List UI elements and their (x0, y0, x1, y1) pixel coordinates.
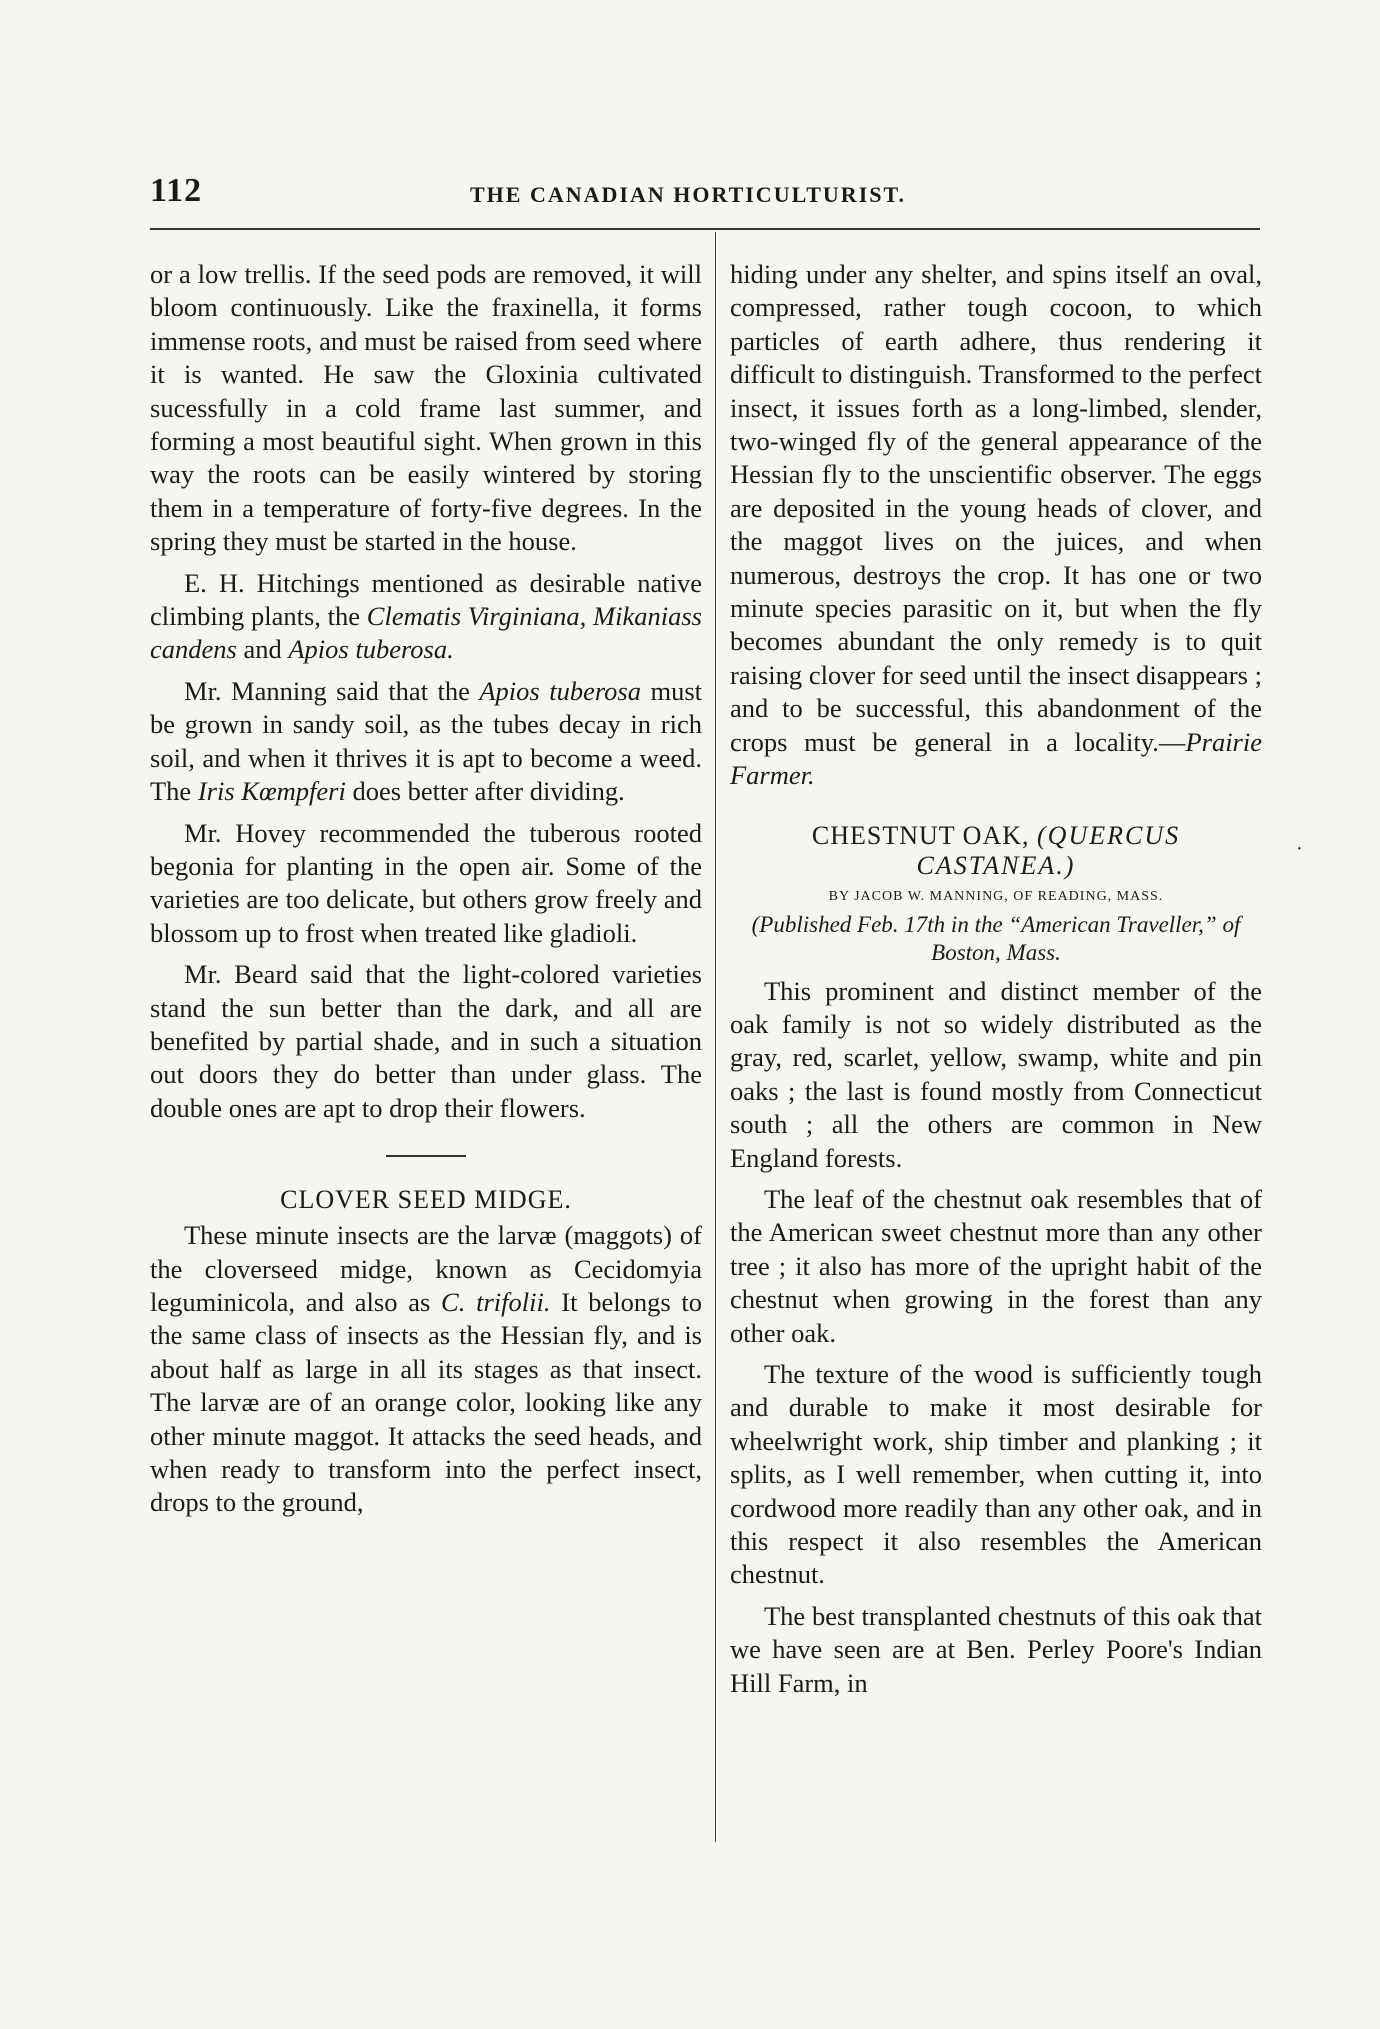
paragraph (730, 258, 1262, 793)
byline: BY JACOB W. MANNING, OF READING, MASS. (828, 888, 1164, 904)
paragraph-text: These minute insects are the larvæ (maggots) of the cloverseed midge, known as Cecidomyia leguminicola, and also as (150, 1220, 702, 1317)
paragraph: The best transplanted chestnuts of this oak that we have seen are at Ben. Perley Poore's Indian Hill Farm, in (730, 1600, 1262, 1698)
paragraph (150, 1219, 702, 1520)
section-divider (386, 1155, 466, 1157)
heading-latin: (QUERCUS CASTANEA.) (916, 820, 1181, 880)
paragraph-text: E. H. Hitchings mentioned as desirable native climbing plants, the (150, 567, 702, 632)
running-title: THE CANADIAN HORTICULTURIST. (470, 182, 907, 207)
paragraph: Mr. Beard said that the light-colored varieties stand the sun better than the dark, and all are benefited by partial shade, and in such a situation out doors they do better than under glass. The double ones are apt to drop their flowers. (150, 959, 702, 1123)
paragraph (150, 567, 702, 667)
paragraph-text: must be grown in sandy soil, as the tubes decay in rich soil, and when it thrives it is apt to become a weed. The (150, 675, 702, 807)
publication-note: (Published Feb. 17th in the “American Traveller,” of Boston, Mass. (751, 911, 1241, 965)
paragraph (150, 675, 702, 809)
article-heading: CLOVER SEED MIDGE. (280, 1185, 572, 1215)
heading-text: CHESTNUT OAK, (811, 820, 1038, 850)
article-heading (730, 821, 1262, 881)
paragraph: The texture of the wood is sufficiently tough and durable to make it most desirable for wheelwright work, ship timber and planking ; it splits, as I well remember, when cutting it, into cordwood more readily than any other oak, and in this respect it also resembles the American chestnut. (730, 1358, 1262, 1590)
species-name: C. trifolii. (441, 1286, 551, 1317)
paragraph-text: and (236, 634, 289, 665)
paragraph-text: It belongs to the same class of insects as the Hessian fly, and is about half as large in all its stages as that insect. The larvæ are of an orange color, looking like any other minute maggot. It attacks the seed heads, and when ready to transform into the perfect insect, drops to the ground, (150, 1286, 703, 1518)
paragraph: or a low trellis. If the seed pods are removed, it will bloom continuously. Like the fraxinella, it forms immense roots, and must be raised from seed where it is wanted. He saw the Gloxinia cultivated sucessfully in a cold frame last summer, and forming a most beautiful sight. When grown in this way the roots can be easily wintered by storing them in a temperature of forty-five degrees. In the spring they must be started in the house. (150, 259, 702, 557)
botanical-name: Clematis Virginiana, Mikaniass candens (150, 601, 702, 665)
page-number: 112 (150, 172, 203, 209)
paragraph-text: does better after dividing. (345, 776, 625, 807)
page-header (150, 172, 1260, 222)
paragraph: This prominent and distinct member of the oak family is not so widely distributed as the gray, red, scarlet, yellow, swamp, white and pin oaks ; the last is found mostly from Connecticut south ; all the others are common in New England forests. (730, 975, 1262, 1173)
paragraph: The leaf of the chestnut oak resembles that of the American sweet chestnut more than any other tree ; it also has more of the upright habit of the chestnut when growing in the forest than any other oak. (730, 1183, 1262, 1348)
left-column (150, 258, 702, 1528)
stray-mark: · (1296, 838, 1303, 860)
source-citation: Prairie Farmer. (730, 726, 1262, 791)
botanical-name: Iris Kœmpferi (197, 776, 346, 807)
header-rule (150, 228, 1260, 230)
column-divider (715, 232, 716, 1842)
botanical-name: Apios tuberosa (479, 675, 641, 706)
paragraph-text: Mr. Manning said that the (184, 675, 480, 706)
paragraph: Mr. Hovey recommended the tuberous rooted begonia for planting in the open air. Some of the varieties are too delicate, but others grow freely and blossom up to frost when treated like gladioli. (150, 817, 702, 948)
botanical-name: Apios tuberosa. (288, 634, 454, 665)
paragraph-text: hiding under any shelter, and spins itself an oval, compressed, rather tough cocoon, to which particles of earth adhere, thus rendering it difficult to distinguish. Transformed to the perfect insect, it issues forth as a long-limbed, slender, two-winged fly of the general appearance of the Hessian fly to the unscientific observer. The eggs are deposited in the young heads of clover, and the maggot lives on the juices, and when numerous, destroys the crop. It has one or two minute species parasitic on it, but when the fly becomes abundant the only remedy is to quit raising clover for seed until the insect disappears ; and to be successful, this abandonment of the crops must be general in a locality.— (730, 259, 1262, 757)
right-column (730, 258, 1262, 1708)
